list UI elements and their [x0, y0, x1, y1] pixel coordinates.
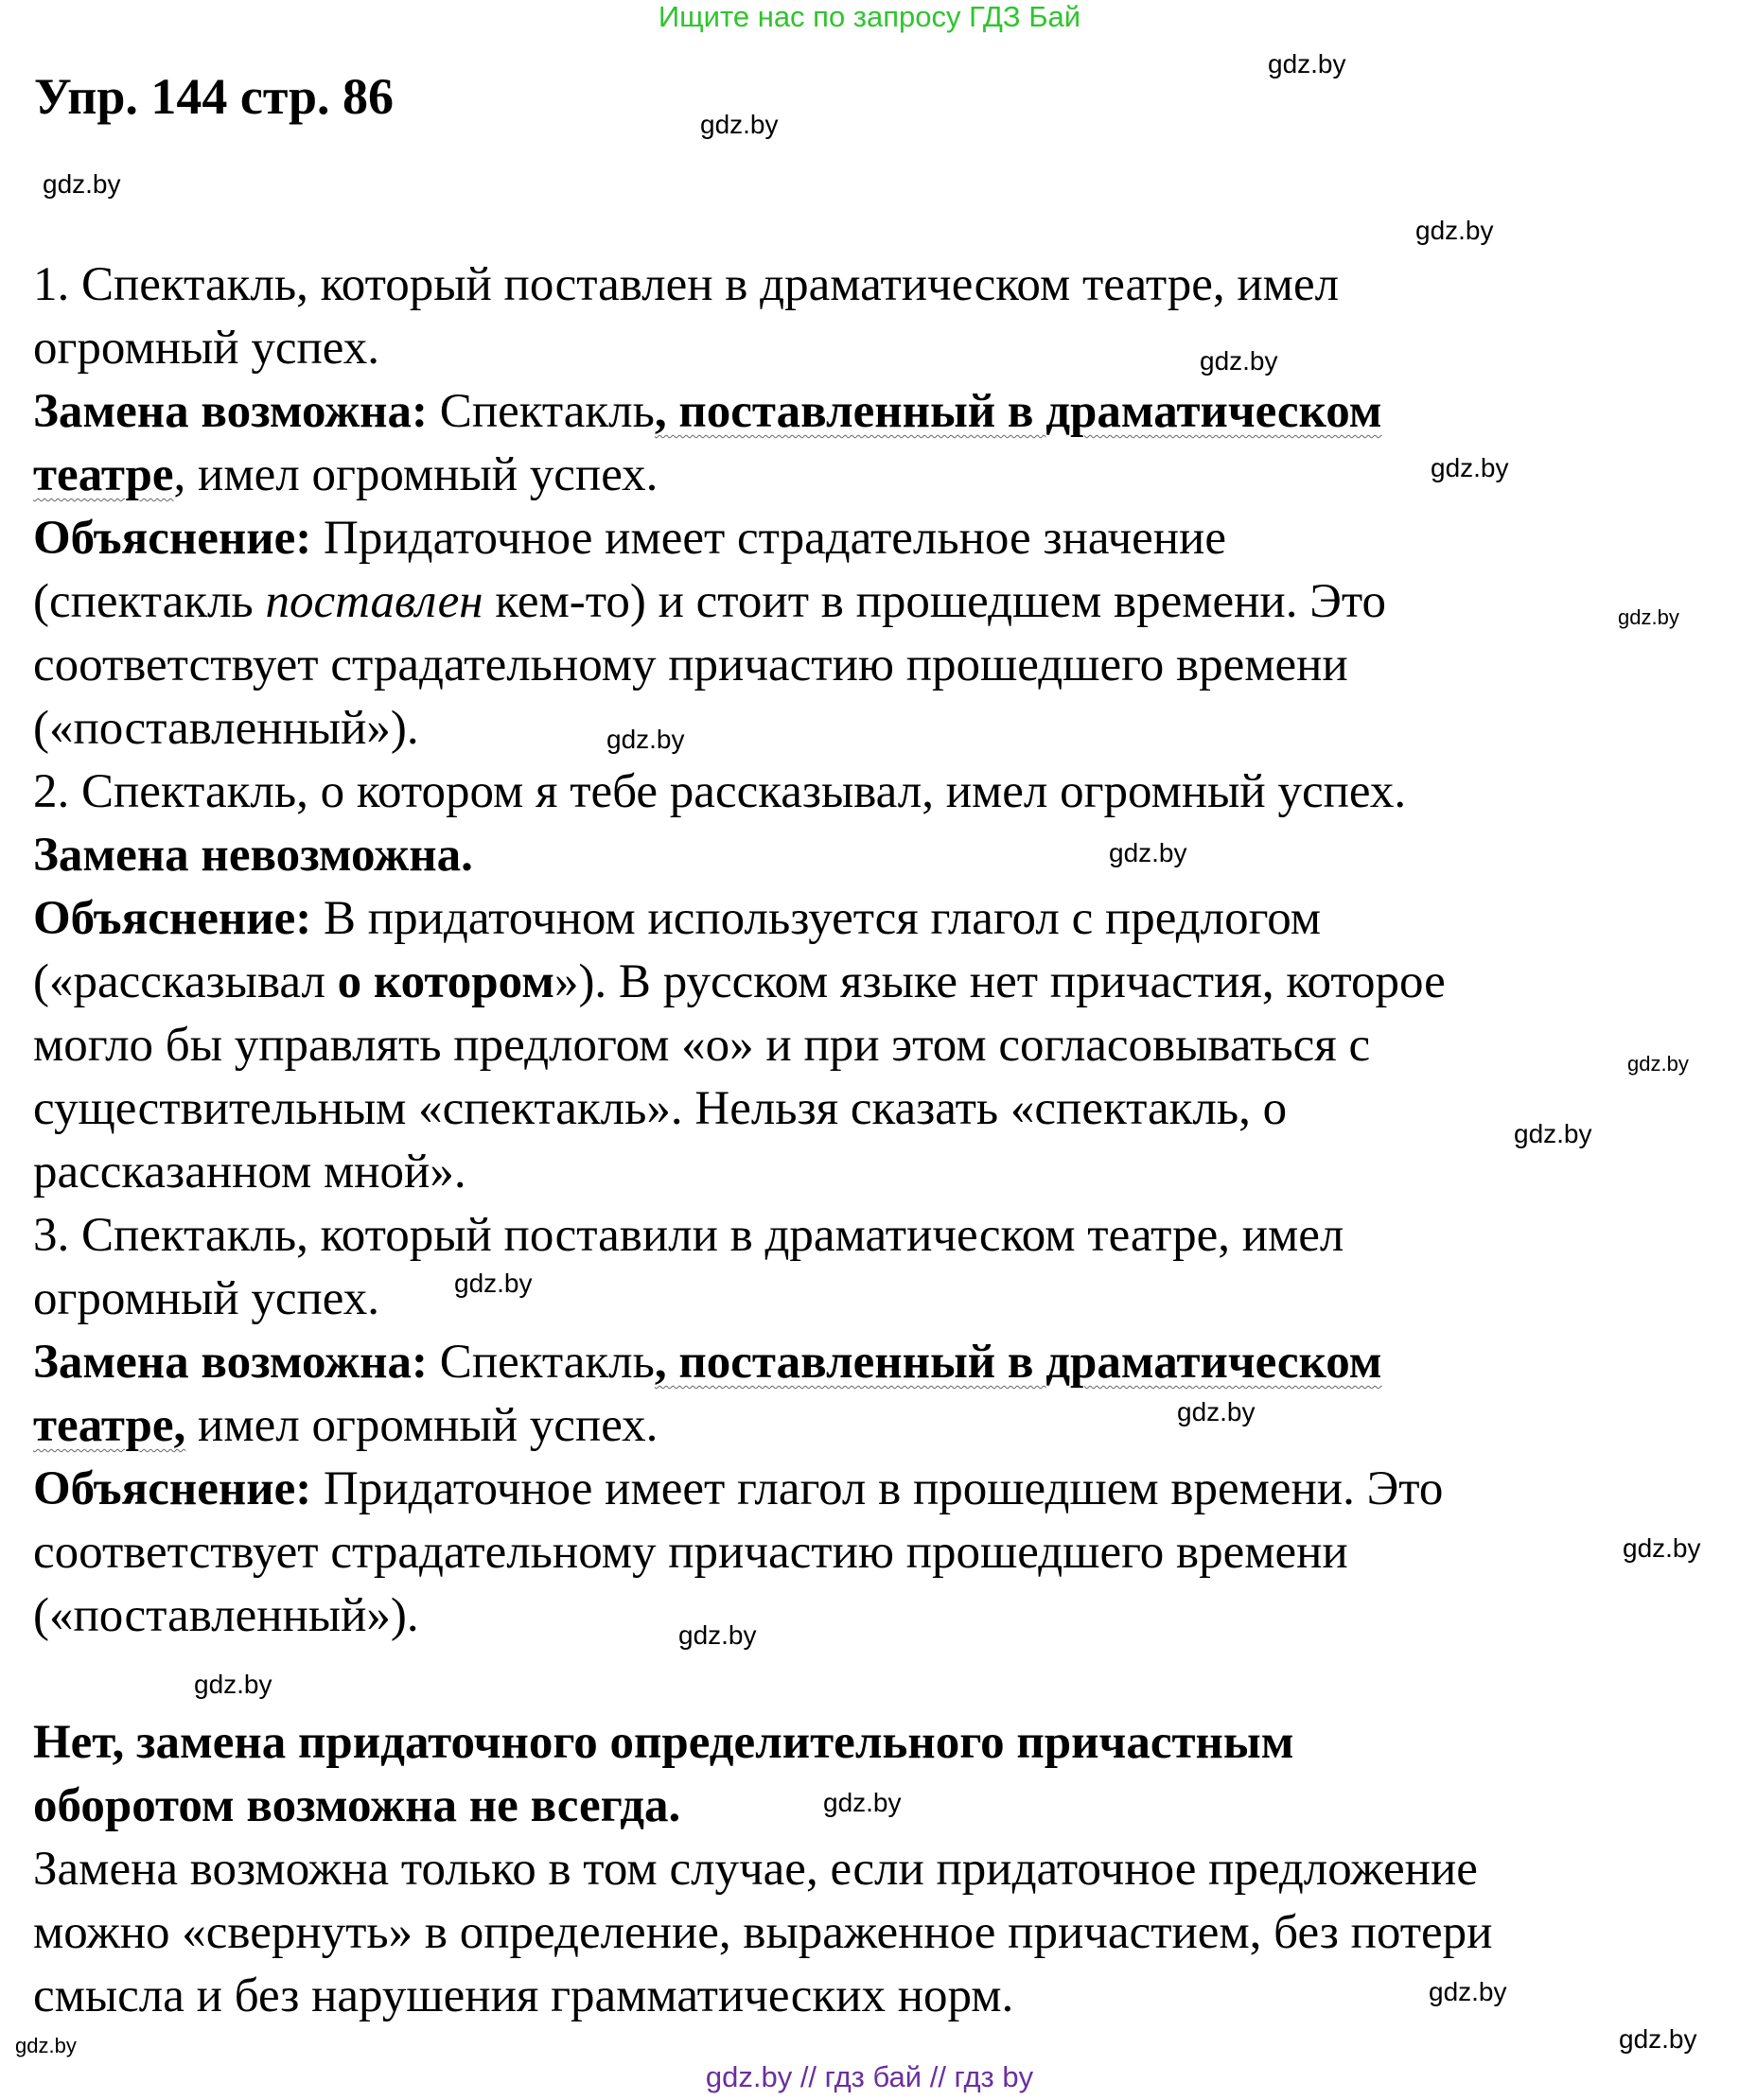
text-segment: («рассказывал: [33, 955, 338, 1008]
text-segment: (спектакль: [33, 575, 266, 628]
text-line: [33, 317, 1717, 380]
watermark: gdz.by: [43, 169, 121, 199]
text-line: [33, 1521, 1717, 1584]
text-line: [33, 1141, 1717, 1204]
text-line: [33, 1394, 1717, 1458]
text-line: [33, 1584, 1717, 1648]
text-segment: имел огромный успех.: [185, 1399, 659, 1452]
watermark: gdz.by: [1514, 1119, 1592, 1148]
text-segment: Замена возможна только в том случае, если придаточное предложение: [33, 1843, 1478, 1896]
watermark: gdz.by: [700, 110, 779, 139]
text-line: [33, 1711, 1717, 1775]
text-line: [33, 887, 1717, 951]
participial-phrase: театре,: [33, 1399, 186, 1452]
watermark: gdz.by: [1619, 2024, 1697, 2054]
watermark: gdz.by: [1618, 605, 1679, 629]
text-segment: Спектакль: [428, 385, 655, 438]
text-line: [33, 1901, 1717, 1965]
footer-links: gdz.by // гдз бай // гдз by: [705, 2060, 1034, 2093]
text-segment: («поставленный»).: [33, 702, 419, 755]
page-title: Упр. 144 стр. 86: [34, 68, 395, 125]
text-line: [33, 761, 1717, 824]
text-line: [33, 507, 1717, 570]
text-segment: существительным «спектакль». Нельзя сказать «спектакль, о: [33, 1082, 1288, 1135]
text-segment: соответствует страдательному причастию прошедшего времени: [33, 1526, 1348, 1579]
bold-text: Нет, замена придаточного определительного причастным: [33, 1716, 1294, 1769]
text-line: [33, 254, 1717, 317]
watermark: gdz.by: [1431, 453, 1509, 482]
bold-text: Замена невозможна.: [33, 829, 473, 882]
watermark: gdz.by: [1177, 1397, 1256, 1426]
answer-text: [33, 254, 1717, 2028]
text-line: [33, 824, 1717, 887]
watermark: gdz.by: [823, 1788, 902, 1817]
watermark: gdz.by: [1200, 346, 1278, 376]
watermark: gdz.by: [1268, 49, 1346, 79]
text-segment: 1. Спектакль, который поставлен в драматическом театре, имел: [33, 258, 1340, 311]
participial-phrase: , поставленный в драматическом: [654, 385, 1382, 438]
text-line: [33, 634, 1717, 697]
bold-text: Объяснение:: [33, 892, 312, 945]
bold-text: о котором: [337, 955, 554, 1008]
search-banner: Ищите нас по запросу ГДЗ Бай: [658, 0, 1081, 33]
watermark: gdz.by: [194, 1670, 272, 1699]
text-line: [33, 951, 1717, 1014]
text-segment: можно «свернуть» в определение, выраженное причастием, без потери: [33, 1906, 1493, 1959]
watermark: gdz.by: [1429, 1977, 1507, 2006]
bold-text: Объяснение:: [33, 1462, 312, 1515]
text-segment: огромный успех.: [33, 322, 379, 375]
text-line: [33, 1204, 1717, 1268]
bold-text: оборотом возможна не всегда.: [33, 1779, 681, 1832]
text-segment: кем-то) и стоит в прошедшем времени. Это: [483, 575, 1386, 628]
text-line: [33, 1838, 1717, 1901]
text-segment: соответствует страдательному причастию прошедшего времени: [33, 639, 1348, 691]
text-segment: В придаточном используется глагол с предлогом: [311, 892, 1322, 945]
text-segment: могло бы управлять предлогом «о» и при этом согласовываться с: [33, 1019, 1371, 1072]
text-segment: 2. Спектакль, о котором я тебе рассказывал, имел огромный успех.: [33, 765, 1407, 818]
text-segment: огромный успех.: [33, 1272, 379, 1325]
watermark: gdz.by: [678, 1620, 757, 1650]
participial-phrase: театре: [33, 448, 174, 501]
text-segment: Спектакль: [428, 1336, 655, 1389]
text-segment: 3. Спектакль, который поставили в драматическом театре, имел: [33, 1209, 1344, 1262]
italic-text: поставлен: [265, 575, 483, 628]
text-segment: Придаточное имеет глагол в прошедшем времени. Это: [311, 1462, 1444, 1515]
text-line: [33, 1268, 1717, 1331]
text-line: [33, 570, 1717, 634]
watermark: gdz.by: [454, 1269, 533, 1298]
bold-text: Замена возможна:: [33, 1336, 429, 1389]
bold-text: Объяснение:: [33, 512, 312, 565]
text-segment: рассказанном мной».: [33, 1146, 466, 1199]
bold-text: Замена возможна:: [33, 385, 429, 438]
text-line: [33, 697, 1717, 761]
text-line: [33, 1458, 1717, 1521]
text-segment: »). В русском языке нет причастия, которое: [553, 955, 1446, 1008]
text-segment: Придаточное имеет страдательное значение: [311, 512, 1226, 565]
text-line: [33, 1014, 1717, 1077]
watermark: gdz.by: [606, 725, 685, 754]
watermark: gdz.by: [1623, 1533, 1701, 1563]
text-segment: , имел огромный успех.: [173, 448, 659, 501]
text-line: [33, 1077, 1717, 1141]
watermark: gdz.by: [1109, 838, 1187, 867]
text-segment: («поставленный»).: [33, 1589, 419, 1642]
text-line: [33, 380, 1717, 444]
text-line: [33, 1331, 1717, 1394]
watermark: gdz.by: [1627, 1052, 1689, 1076]
watermark: gdz.by: [15, 2034, 77, 2057]
watermark: gdz.by: [1415, 216, 1494, 245]
text-segment: смысла и без нарушения грамматических норм.: [33, 1969, 1014, 2022]
blank-line: [33, 1648, 1717, 1711]
participial-phrase: , поставленный в драматическом: [654, 1336, 1382, 1389]
